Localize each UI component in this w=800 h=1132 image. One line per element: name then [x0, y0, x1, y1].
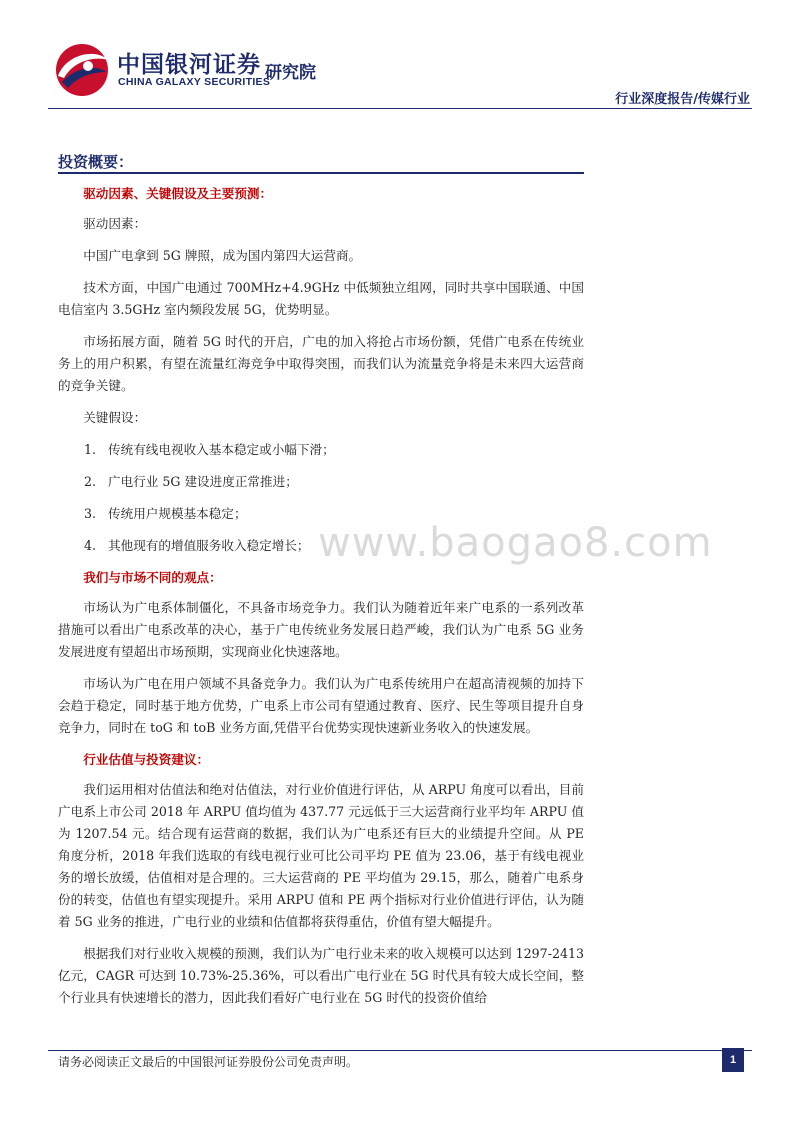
galaxy-logo-icon: [52, 42, 112, 98]
footer-divider: [48, 1050, 752, 1051]
list-item: 3. 传统用户规模基本稳定；: [84, 506, 247, 521]
summary-content: [58, 183, 584, 1019]
section-title: 投资概要：: [58, 153, 134, 171]
report-category: 行业深度报告/传媒行业: [615, 92, 750, 107]
logo-company-name-cn: 中国银河证券: [117, 52, 261, 78]
paragraph-market-expansion: 市场拓展方面，随着 5G 时代的开启，广电的加入将抢占市场份额，凭借广电系在传统业务上的用户积累，有望在流量红海竞争中取得突围，而我们认为流量竞争将是未来四大运营商的竞争关键。: [58, 334, 584, 393]
paragraph-drivers-label: 驱动因素：: [83, 216, 147, 231]
footer-disclaimer: 请务必阅读正文最后的中国银河证券股份公司免责声明。: [58, 1055, 359, 1069]
list-item: 4. 其他现有的增值服务收入稳定增长；: [84, 538, 310, 553]
subheading-drivers: 驱动因素、关键假设及主要预测：: [83, 186, 273, 201]
logo-institute-label: 研究院: [265, 63, 316, 83]
page-number: 1: [722, 1048, 744, 1072]
paragraph-license: 中国广电拿到 5G 牌照，成为国内第四大运营商。: [83, 248, 362, 263]
header-divider: [48, 108, 752, 109]
paragraph-view-users: 市场认为广电在用户领域不具备竞争力。我们认为广电系传统用户在超高清视频的加持下会趋于稳定，同时基于地方优势，广电系上市公司有望通过教育、医疗、民生等项目提升自身竞争力，同时在 toG 和 toB 业务方面,凭借平台优势实现快速新业务收入的快速发展。: [58, 676, 584, 735]
paragraph-assumptions-label: 关键假设：: [83, 410, 147, 425]
paragraph-view-system: 市场认为广电系体制僵化，不具备市场竞争力。我们认为随着近年来广电系的一系列改革措施可以看出广电系改革的决心，基于广电传统业务发展日趋严峻，我们认为广电系 5G 业务发展进度有望超出市场预期，实现商业化快速落地。: [58, 600, 584, 659]
subheading-different-views: 我们与市场不同的观点：: [83, 570, 222, 585]
paragraph-technology: 技术方面，中国广电通过 700MHz+4.9GHz 中低频独立组网，同时共享中国联通、中国电信室内 3.5GHz 室内频段发展 5G，优势明显。: [58, 280, 584, 317]
section-divider: [58, 172, 584, 174]
list-item: 1. 传统有线电视收入基本稳定或小幅下滑；: [84, 442, 335, 457]
watermark: www.baogao8.com: [318, 520, 713, 566]
list-item: 2. 广电行业 5G 建设进度正常推进；: [84, 474, 298, 489]
logo-company-name-en: CHINA GALAXY SECURITIES: [118, 76, 271, 88]
paragraph-revenue-forecast: 根据我们对行业收入规模的预测，我们认为广电行业未来的收入规模可以达到 1297-2413 亿元，CAGR 可达到 10.73%-25.36%，可以看出广电行业在 5G 时代具有较大成长空间，整个行业具有快速增长的潜力，因此我们看好广电行业在 5G 时代的投资价值给: [58, 946, 584, 1005]
subheading-valuation: 行业估值与投资建议：: [83, 752, 210, 767]
paragraph-valuation: 我们运用相对估值法和绝对估值法，对行业价值进行评估，从 ARPU 角度可以看出，目前广电系上市公司 2018 年 ARPU 值均值为 437.77 元远低于三大运营商行业平均年 ARPU 值为 1207.54 元。结合现有运营商的数据，我们认为广电系还有巨大的业绩提升空间。从 PE 角度分析，2018 年我们选取的有线电视行业可比公司平均 PE 值为 23.06，基于有线电视业务的增长放缓，估值相对是合理的。三大运营商的 PE 平均值为 29.15，那么，随着广电系身份的转变，估值也有望实现提升。采用 ARPU 值和 PE 两个指标对行业价值进行评估，认为随着 5G 业务的推进，广电行业的业绩和估值都将获得重估，价值有望大幅提升。: [58, 782, 584, 929]
